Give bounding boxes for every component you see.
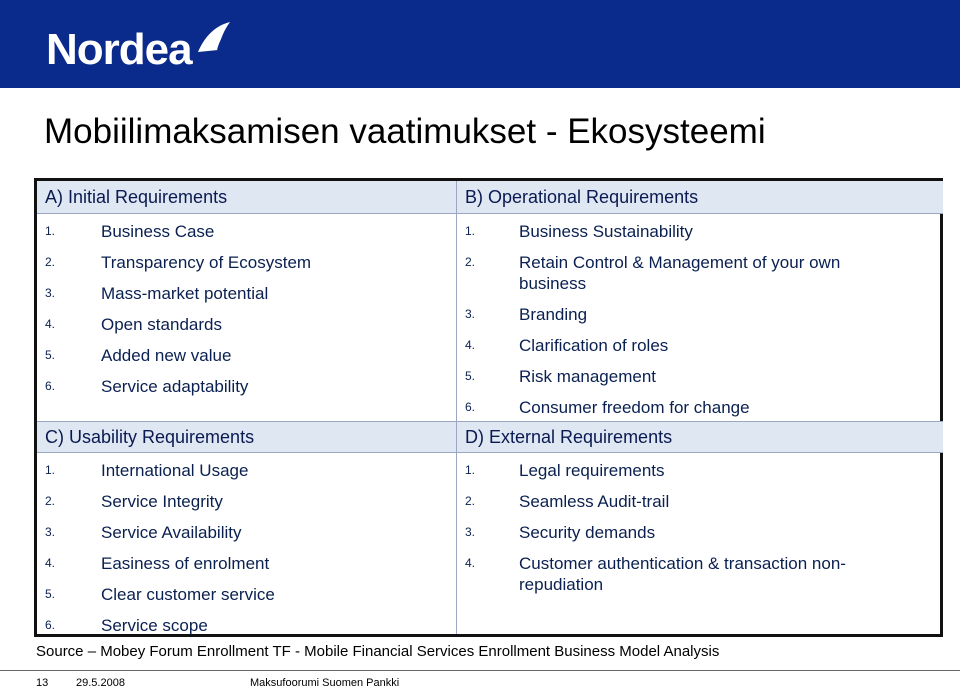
list-item [37, 283, 456, 314]
item-number: 4. [45, 556, 56, 570]
list-item [457, 460, 943, 491]
item-number: 4. [465, 338, 476, 352]
section-header-external: D) External Requirements [457, 421, 943, 453]
item-number: 1. [465, 463, 476, 477]
list-item [457, 221, 943, 252]
list-item [37, 314, 456, 345]
item-number: 6. [45, 379, 56, 393]
item-number: 6. [45, 618, 56, 632]
item-text: Seamless Audit-trail [519, 492, 670, 511]
item-text: Service scope [101, 616, 208, 635]
list-item [37, 345, 456, 376]
item-text: Mass-market potential [101, 284, 269, 303]
item-number: 5. [45, 348, 56, 362]
item-text: Easiness of enrolment [101, 554, 270, 573]
source-citation: Source – Mobey Forum Enrollment TF - Mobile Financial Services Enrollment Business Model Analysis [36, 643, 720, 660]
item-text: Service Availability [101, 523, 242, 542]
item-number: 5. [465, 369, 476, 383]
item-number: 2. [45, 494, 56, 508]
nordea-logo [46, 20, 234, 72]
list-item [37, 491, 456, 522]
slide-footer [0, 670, 960, 691]
item-number: 3. [465, 525, 476, 539]
page-title: Mobiilimaksamisen vaatimukset - Ekosysteemi [44, 112, 766, 151]
list-item [37, 252, 456, 283]
item-text: Clarification of roles [519, 336, 669, 355]
item-text: Retain Control & Management of your own business [519, 253, 841, 293]
item-text: Customer authentication & transaction non-repudiation [519, 554, 846, 594]
item-number: 1. [45, 224, 56, 238]
item-number: 5. [45, 587, 56, 601]
item-text: Security demands [519, 523, 656, 542]
item-text: Legal requirements [519, 461, 665, 480]
list-item [37, 584, 456, 615]
section-header-operational: B) Operational Requirements [457, 181, 943, 214]
item-text: Open standards [101, 315, 222, 334]
item-number: 3. [45, 525, 56, 539]
list-item [457, 553, 943, 605]
item-text: Clear customer service [101, 585, 275, 604]
item-number: 2. [465, 255, 476, 269]
page-number: 13 [36, 677, 49, 689]
item-number: 4. [465, 556, 476, 570]
item-number: 4. [45, 317, 56, 331]
item-text: Risk management [519, 367, 657, 386]
footer-date: 29.5.2008 [76, 677, 125, 689]
list-item [457, 304, 943, 335]
item-number: 1. [465, 224, 476, 238]
footer-event: Maksufoorumi Suomen Pankki [250, 677, 400, 689]
item-text: Added new value [101, 346, 232, 365]
item-number: 2. [465, 494, 476, 508]
item-number: 2. [45, 255, 56, 269]
section-header-usability: C) Usability Requirements [37, 421, 456, 453]
list-item [37, 522, 456, 553]
list-item [37, 615, 456, 636]
list-item [457, 397, 943, 421]
right-column [457, 181, 943, 634]
header-banner [0, 0, 960, 88]
list-item [37, 221, 456, 252]
item-text: Consumer freedom for change [519, 398, 750, 417]
item-number: 3. [465, 307, 476, 321]
item-text: Transparency of Ecosystem [101, 253, 312, 272]
list-item [37, 553, 456, 584]
requirements-table [34, 178, 943, 637]
list-item [457, 366, 943, 397]
list-item [37, 460, 456, 491]
list-item [457, 491, 943, 522]
section-header-initial: A) Initial Requirements [37, 181, 456, 214]
item-number: 1. [45, 463, 56, 477]
left-column [37, 181, 457, 634]
list-item [457, 522, 943, 553]
list-item [37, 376, 456, 407]
item-text: Branding [519, 305, 588, 324]
item-number: 6. [465, 400, 476, 414]
logo-text: Nordea [46, 25, 192, 74]
item-text: Service Integrity [101, 492, 223, 511]
item-text: International Usage [101, 461, 249, 480]
item-text: Business Sustainability [519, 222, 693, 241]
item-number: 3. [45, 286, 56, 300]
item-text: Business Case [101, 222, 215, 241]
sail-icon [194, 20, 234, 54]
item-text: Service adaptability [101, 377, 249, 396]
list-item [457, 252, 943, 304]
list-item [457, 335, 943, 366]
